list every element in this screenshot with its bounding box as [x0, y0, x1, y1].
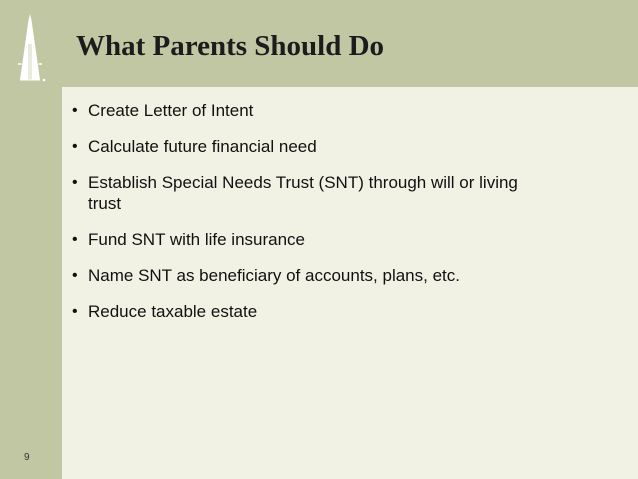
bullet-text: Establish Special Needs Trust (SNT) through will or living trust — [88, 173, 518, 213]
list-item — [72, 100, 542, 121]
slide-title: What Parents Should Do — [76, 30, 385, 62]
list-item — [72, 265, 542, 286]
bullet-icon: • — [72, 231, 78, 248]
list-item — [72, 229, 542, 250]
bullet-text: Fund SNT with life insurance — [88, 230, 306, 249]
bullet-text: Calculate future financial need — [88, 137, 317, 156]
bullet-text: Reduce taxable estate — [88, 302, 258, 321]
bullet-icon: • — [72, 102, 78, 119]
page-number: 9 — [24, 452, 30, 463]
bullet-icon: • — [72, 303, 78, 320]
list-item — [72, 136, 542, 157]
bullet-icon: • — [72, 174, 78, 191]
transamerica-pyramid-icon — [10, 14, 50, 86]
list-item — [72, 301, 542, 322]
bullet-text: Create Letter of Intent — [88, 101, 254, 120]
list-item — [72, 172, 542, 214]
bullet-list — [72, 100, 542, 337]
bullet-icon: • — [72, 267, 78, 284]
bullet-icon: • — [72, 138, 78, 155]
bullet-text: Name SNT as beneficiary of accounts, plans, etc. — [88, 266, 460, 285]
